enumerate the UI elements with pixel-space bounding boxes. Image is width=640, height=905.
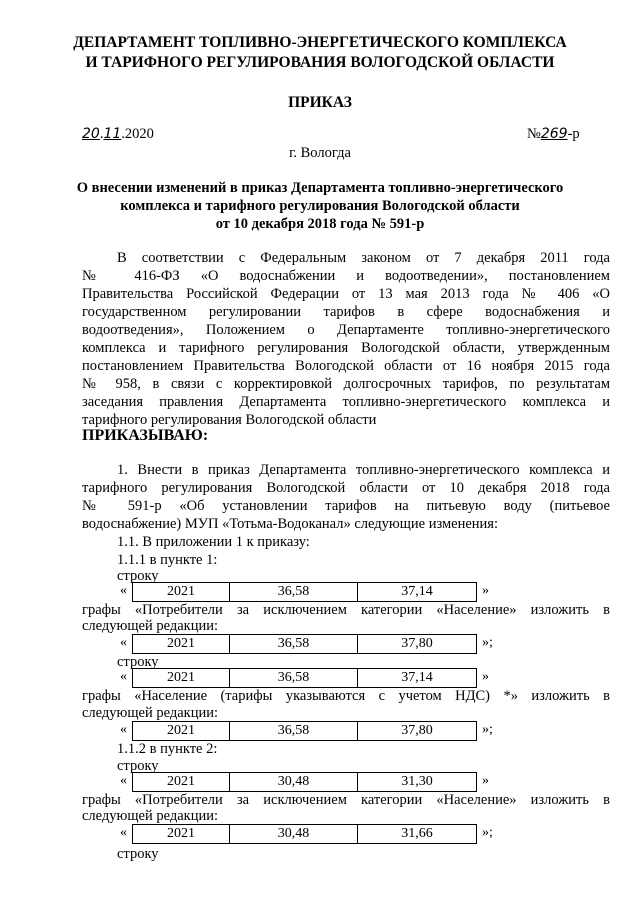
item1-line: водоснабжение) МУП «Тотьма-Водоканал» следующие изменения:: [82, 516, 499, 532]
tariff-table: [132, 772, 477, 792]
year-cell: 2021: [167, 723, 195, 738]
preamble-line: Правительства Российской Федерации от 13 мая 2013 года № 406 «О: [82, 286, 610, 302]
value1-cell: 36,58: [229, 722, 357, 740]
document-number: [527, 126, 580, 143]
value1-cell: 30,48: [229, 825, 357, 843]
value2-cell: 31,66: [357, 825, 476, 843]
preamble-line: № 416-ФЗ «О водоснабжении и водоотведении», постановлением: [82, 268, 610, 284]
subitem-1-1: 1.1. В приложении 1 к приказу:: [117, 534, 310, 550]
value2-cell: 37,14: [357, 583, 476, 601]
number-value: 269: [540, 126, 568, 142]
quote-close: »: [482, 773, 489, 788]
number-suffix: -р: [567, 126, 580, 142]
quote-open: «: [120, 825, 127, 840]
quote-close: »;: [482, 722, 493, 737]
preamble-line: постановлением Правительства Вологодской области от 16 ноября 2015 года: [82, 358, 610, 374]
year-cell: 2021: [167, 826, 195, 841]
quote-close: »: [482, 583, 489, 598]
date-day: 20: [82, 126, 100, 142]
preamble-line: В соответствии с Федеральным законом от 7 декабря 2011 года: [117, 250, 610, 266]
title-line3: от 10 декабря 2018 года № 591-р: [215, 216, 425, 232]
stroku-label: строку: [117, 846, 159, 862]
quote-open: «: [120, 583, 127, 598]
number-prefix: №: [527, 126, 541, 142]
value2-cell: 37,80: [357, 635, 476, 653]
preamble-line: комплекса и тарифного регулирования Вологодской области, утвержденным: [82, 340, 610, 356]
date-year: .2020: [121, 126, 154, 142]
year-cell: 2021: [167, 774, 195, 789]
quote-open: «: [120, 669, 127, 684]
item1-line: 1. Внести в приказ Департамента топливно-энергетического комплекса и: [117, 462, 610, 478]
order-word: ПРИКАЗЫВАЮ:: [82, 427, 209, 444]
tariff-table: [132, 634, 477, 654]
tariff-table: [132, 668, 477, 688]
subitem-1-1-2: 1.1.2 в пункте 2:: [117, 741, 218, 757]
department-name-line2: И ТАРИФНОГО РЕГУЛИРОВАНИЯ ВОЛОГОДСКОЙ ОБЛАСТИ: [85, 54, 555, 71]
year-cell: 2021: [167, 670, 195, 685]
grafy-text: следующей редакции:: [82, 808, 219, 824]
quote-open: «: [120, 722, 127, 737]
value2-cell: 31,30: [357, 773, 476, 791]
department-name-line1: ДЕПАРТАМЕНТ ТОПЛИВНО-ЭНЕРГЕТИЧЕСКОГО КОМПЛЕКСА: [73, 34, 567, 51]
quote-open: «: [120, 773, 127, 788]
tariff-table: [132, 582, 477, 602]
stroku-label: строку: [117, 654, 159, 670]
grafy-text: графы «Потребители за исключением категории «Население» изложить в: [82, 602, 610, 618]
year-cell: 2021: [167, 584, 195, 599]
year-cell: 2021: [167, 636, 195, 651]
preamble-line: водоотведения», Положением о Департаменте топливно-энергетического: [82, 322, 610, 338]
value1-cell: 36,58: [229, 635, 357, 653]
stroku-label: строку: [117, 568, 159, 584]
preamble-line: № 958, в связи с корректировкой долгосрочных тарифов, по результатам: [82, 376, 610, 392]
grafy-text: следующей редакции:: [82, 705, 219, 721]
stroku-label: строку: [117, 758, 159, 774]
value1-cell: 30,48: [229, 773, 357, 791]
grafy-text: следующей редакции:: [82, 618, 219, 634]
quote-close: »;: [482, 825, 493, 840]
value2-cell: 37,14: [357, 669, 476, 687]
item1-line: № 591-р «Об установлении тарифов на питьевую воду (питьевое: [82, 498, 610, 514]
grafy-text: графы «Потребители за исключением категории «Население» изложить в: [82, 792, 610, 808]
quote-close: »: [482, 669, 489, 684]
quote-open: «: [120, 635, 127, 650]
value2-cell: 37,80: [357, 722, 476, 740]
quote-close: »;: [482, 635, 493, 650]
city: г. Вологда: [289, 145, 351, 161]
item1-line: тарифного регулирования Вологодской области от 10 декабря 2018 года: [82, 480, 610, 496]
preamble-line: тарифного регулирования Вологодской области: [82, 412, 377, 428]
subitem-1-1-1: 1.1.1 в пункте 1:: [117, 552, 218, 568]
value1-cell: 36,58: [229, 669, 357, 687]
tariff-table: [132, 824, 477, 844]
title-line2: комплекса и тарифного регулирования Вологодской области: [120, 198, 520, 214]
document-date: 20.11.2020: [82, 126, 154, 142]
value1-cell: 36,58: [229, 583, 357, 601]
grafy-text: графы «Население (тарифы указываются с учетом НДС) *» изложить в: [82, 688, 610, 704]
document-type: ПРИКАЗ: [288, 94, 352, 111]
date-month: 11: [103, 126, 122, 142]
preamble-line: государственном регулировании тарифов в сфере водоснабжения и: [82, 304, 610, 320]
tariff-table: [132, 721, 477, 741]
preamble-line: заседания правления Департамента топливно-энергетического комплекса и: [82, 394, 610, 410]
title-line1: О внесении изменений в приказ Департамента топливно-энергетического: [76, 180, 564, 196]
